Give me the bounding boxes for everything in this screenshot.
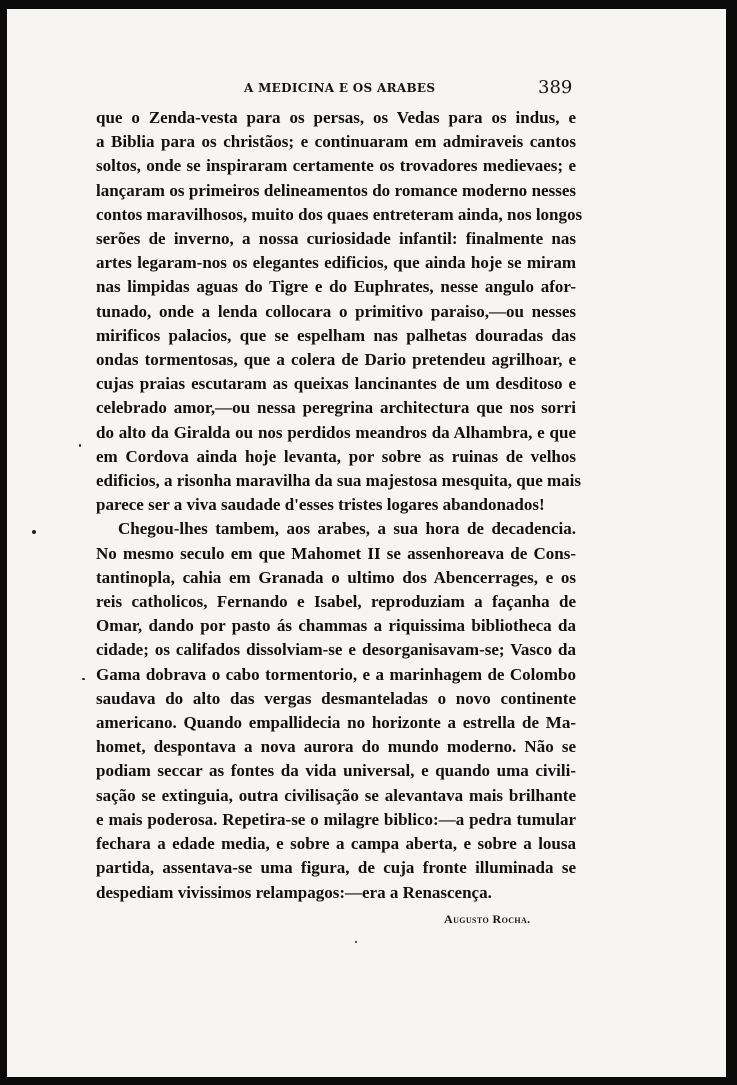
- text-line: parece ser a viva saudade d'esses tristes logares abandonados!: [96, 495, 545, 515]
- text-line: americano. Quando empallidecia no horizonte a estrella de Ma-: [96, 713, 576, 733]
- book-page: [7, 9, 726, 1077]
- ink-speck: [32, 530, 36, 534]
- text-line: contos maravilhosos, muito dos quaes entreteram ainda, nos longos: [96, 204, 583, 224]
- text-line: ondas tormentosas, que a colera de Dario pretendeu agrilhoar, e: [96, 350, 576, 370]
- text-line: despediam vivissimos relampagos:—era a Renascença.: [96, 882, 492, 902]
- text-line: homet, despontava a nova aurora do mundo moderno. Não se: [96, 737, 576, 757]
- text-line: em Cordova ainda hoje levanta, por sobre as ruinas de velhos: [96, 446, 576, 466]
- text-line: serões de inverno, a nossa curiosidade infantil: finalmente nas: [96, 229, 576, 249]
- text-line: Gama dobrava o cabo tormentorio, e a marinhagem de Colombo: [96, 664, 576, 684]
- text-line: partida, assentava-se uma figura, de cuja fronte illuminada se: [96, 858, 576, 878]
- text-line: lançaram os primeiros delineamentos do romance moderno nesses: [96, 180, 576, 200]
- text-line: tunado, onde a lenda collocara o primitivo paraiso,—ou nesses: [96, 301, 576, 321]
- text-line: a Biblia para os christãos; e continuaram em admiraveis cantos: [96, 132, 576, 152]
- ink-speck: [355, 941, 357, 943]
- text-line: fechara a edade media, e sobre a campa aberta, e sobre a lousa: [96, 834, 576, 854]
- text-line: podiam seccar as fontes da vida universal, e quando uma civili-: [96, 761, 576, 781]
- page-number: 389: [538, 77, 573, 98]
- paragraph-1: [96, 106, 583, 517]
- text-line: do alto da Giralda ou nos perdidos meandros da Alhambra, e que: [96, 422, 576, 442]
- text-line: cidade; os califados dissolviam-se e desorganisavam-se; Vasco da: [96, 640, 576, 660]
- running-head: A MEDICINA E OS ARABES: [244, 81, 436, 95]
- text-line: soltos, onde se inspiraram certamente os trovadores medievaes; e: [96, 156, 576, 176]
- author-signature: Augusto Rocha.: [444, 912, 531, 926]
- body-text: [96, 106, 583, 905]
- page-header: [7, 77, 726, 101]
- text-line: edificios, a risonha maravilha da sua majestosa mesquita, que mais: [96, 471, 581, 491]
- text-line: reis catholicos, Fernando e Isabel, reproduziam a façanha de: [96, 592, 576, 612]
- ink-speck: [79, 444, 81, 447]
- text-line: mirificos palacios, que se espelham nas palhetas douradas das: [96, 325, 576, 345]
- text-line: nas limpidas aguas do Tigre e do Euphrates, nesse angulo afor-: [96, 277, 576, 297]
- text-line: Chegou-lhes tambem, aos arabes, a sua hora de decadencia.: [118, 519, 576, 539]
- text-line: que o Zenda-vesta para os persas, os Vedas para os indus, e: [96, 108, 576, 127]
- text-line: saudava do alto das vergas desmanteladas o novo continente: [96, 688, 576, 708]
- text-line: tantinopla, cahia em Granada o ultimo dos Abencerrages, e os: [96, 567, 576, 587]
- paragraph-2: [96, 517, 576, 904]
- text-line: Omar, dando por pasto ás chammas a riquissima bibliotheca da: [96, 616, 576, 636]
- text-line: No mesmo seculo em que Mahomet II se assenhoreava de Cons-: [96, 543, 576, 563]
- ink-speck: [82, 678, 85, 680]
- text-line: artes legaram-nos os elegantes edificios, que ainda hoje se miram: [96, 253, 576, 273]
- text-line: cujas praias escutaram as queixas lancinantes de um desditoso e: [96, 374, 576, 394]
- text-line: celebrado amor,—ou nessa peregrina architectura que nos sorri: [96, 398, 576, 418]
- text-line: e mais poderosa. Repetira-se o milagre biblico:—a pedra tumular: [96, 809, 576, 829]
- text-line: sação se extinguia, outra civilisação se alevantava mais brilhante: [96, 785, 576, 805]
